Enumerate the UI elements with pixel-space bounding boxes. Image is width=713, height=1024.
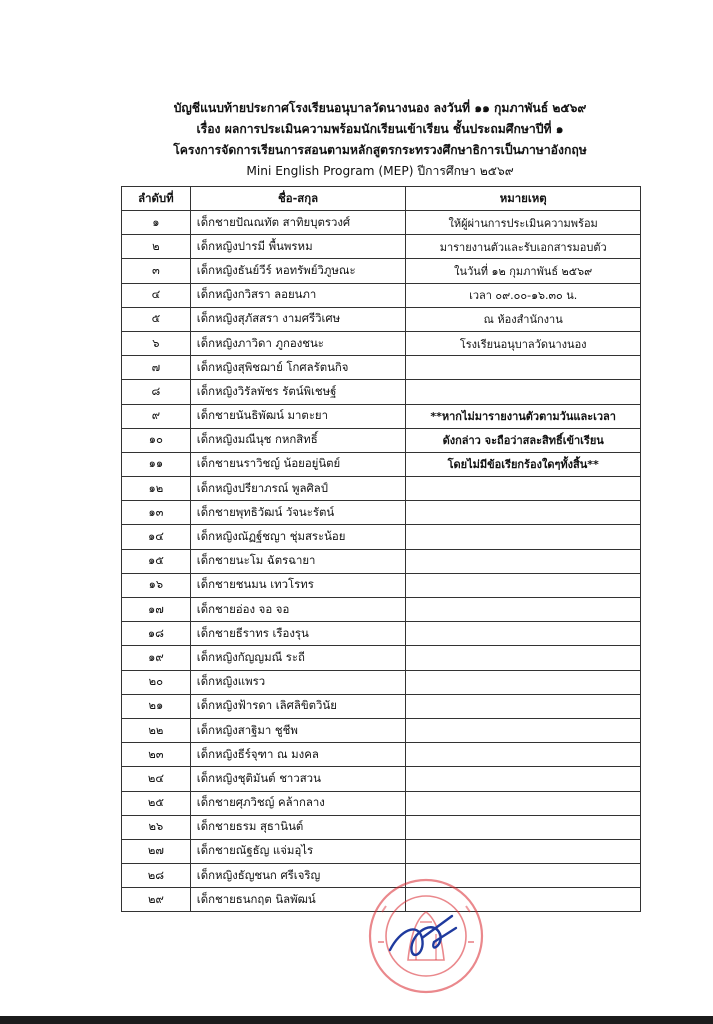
remark-cell xyxy=(406,743,641,767)
table-row xyxy=(122,743,641,767)
student-name-cell: เด็กชายพุทธิวัฒน์ วัจนะรัตน์ xyxy=(190,501,406,525)
remark-cell xyxy=(406,501,641,525)
table-row xyxy=(122,646,641,670)
remark-cell xyxy=(406,791,641,815)
table-row xyxy=(122,477,641,501)
remark-cell xyxy=(406,646,641,670)
row-number-cell: ๒๙ xyxy=(122,888,191,912)
row-number-cell: ๒๕ xyxy=(122,791,191,815)
student-name-cell: เด็กชายณัฐธัญ แจ่มอุไร xyxy=(190,839,406,863)
table-row xyxy=(122,598,641,622)
row-number-cell: ๒๑ xyxy=(122,694,191,718)
student-name-cell: เด็กชายศุภวิชญ์ คล้ากลาง xyxy=(190,791,406,815)
remark-cell xyxy=(406,718,641,742)
table-row xyxy=(122,356,641,380)
remark-cell xyxy=(406,549,641,573)
student-name-cell: เด็กหญิงสุภัสสรา งามศรีวิเศษ xyxy=(190,307,406,331)
student-name-cell: เด็กชายธรม สุธานินต์ xyxy=(190,815,406,839)
student-name-cell: เด็กชายนันธิพัฒน์ มาตะยา xyxy=(190,404,406,428)
row-number-cell: ๒๔ xyxy=(122,767,191,791)
row-number-cell: ๑๗ xyxy=(122,598,191,622)
row-number-cell: ๑ xyxy=(122,211,191,235)
table-row xyxy=(122,331,641,355)
remark-cell: มารายงานตัวและรับเอกสารมอบตัว xyxy=(406,235,641,259)
table-row xyxy=(122,549,641,573)
row-number-cell: ๑๙ xyxy=(122,646,191,670)
row-number-cell: ๑๔ xyxy=(122,525,191,549)
row-number-cell: ๖ xyxy=(122,331,191,355)
student-name-cell: เด็กหญิงธันย์วีร์ หอทรัพย์วิภูษณะ xyxy=(190,259,406,283)
column-header-note: หมายเหตุ xyxy=(406,187,641,211)
student-name-cell: เด็กหญิงวิรัลพัชร รัตน์พิเชษฐ์ xyxy=(190,380,406,404)
student-name-cell: เด็กชายนราวิชญ์ น้อยอยู่นิตย์ xyxy=(190,452,406,476)
row-number-cell: ๑๒ xyxy=(122,477,191,501)
student-name-cell: เด็กหญิงสุพิชฌาย์ โกศลรัตนกิจ xyxy=(190,356,406,380)
row-number-cell: ๒๖ xyxy=(122,815,191,839)
student-name-cell: เด็กชายปัณณทัต สาทิยบุตรวงศ์ xyxy=(190,211,406,235)
student-name-cell: เด็กหญิงแพรว xyxy=(190,670,406,694)
table-row xyxy=(122,525,641,549)
remark-cell xyxy=(406,815,641,839)
remark-cell xyxy=(406,694,641,718)
table-row xyxy=(122,815,641,839)
table-row xyxy=(122,670,641,694)
header-line-3: โครงการจัดการเรียนการสอนตามหลักสูตรกระทรวงศึกษาธิการเป็นภาษาอังกฤษ xyxy=(173,143,587,157)
school-seal-stamp xyxy=(360,872,490,1000)
column-header-name: ชื่อ-สกุล xyxy=(190,187,406,211)
remark-cell xyxy=(406,670,641,694)
remark-cell xyxy=(406,598,641,622)
row-number-cell: ๙ xyxy=(122,404,191,428)
student-name-cell: เด็กหญิงชุติมันต์ ชาวสวน xyxy=(190,767,406,791)
student-name-cell: เด็กหญิงกวิสรา ลอยนภา xyxy=(190,283,406,307)
table-row xyxy=(122,404,641,428)
remark-cell: ในวันที่ ๑๒ กุมภาพันธ์ ๒๕๖๙ xyxy=(406,259,641,283)
row-number-cell: ๑๕ xyxy=(122,549,191,573)
row-number-cell: ๒๓ xyxy=(122,743,191,767)
column-header-number: ลำดับที่ xyxy=(122,187,191,211)
document-header xyxy=(100,98,660,182)
student-name-cell: เด็กหญิงปารมี พื้นพรหม xyxy=(190,235,406,259)
remark-cell xyxy=(406,356,641,380)
student-name-cell: เด็กชายอ่อง จอ จอ xyxy=(190,598,406,622)
header-line-2: เรื่อง ผลการประเมินความพร้อมนักเรียนเข้าเรียน ชั้นประถมศึกษาปีที่ ๑ xyxy=(196,122,564,136)
student-name-cell: เด็กหญิงภาวิดา ภูกองชนะ xyxy=(190,331,406,355)
table-row xyxy=(122,452,641,476)
table-row xyxy=(122,283,641,307)
remark-cell: ณ ห้องสำนักงาน xyxy=(406,307,641,331)
student-name-cell: เด็กหญิงฟ้ารดา เลิศลิขิตวินัย xyxy=(190,694,406,718)
table-row xyxy=(122,235,641,259)
header-line-1: บัญชีแนบท้ายประกาศโรงเรียนอนุบาลวัดนางนอง ลงวันที่ ๑๑ กุมภาพันธ์ ๒๕๖๙ xyxy=(173,101,587,115)
remark-cell xyxy=(406,767,641,791)
row-number-cell: ๒๘ xyxy=(122,864,191,888)
table-row xyxy=(122,380,641,404)
remark-cell xyxy=(406,380,641,404)
student-name-cell: เด็กหญิงกัญญมณี ระถี xyxy=(190,646,406,670)
table-row xyxy=(122,428,641,452)
remark-cell xyxy=(406,525,641,549)
student-name-cell: เด็กชายชนมน เทวโรทร xyxy=(190,573,406,597)
row-number-cell: ๑๖ xyxy=(122,573,191,597)
student-name-cell: เด็กหญิงณัฏฐ์ชญา ชุ่มสระน้อย xyxy=(190,525,406,549)
student-name-cell: เด็กหญิงปรียาภรณ์ พูลศิลป์ xyxy=(190,477,406,501)
row-number-cell: ๑๘ xyxy=(122,622,191,646)
row-number-cell: ๑๓ xyxy=(122,501,191,525)
header-line-4: Mini English Program (MEP) ปีการศึกษา ๒๕๖๙ xyxy=(246,164,514,178)
row-number-cell: ๑๐ xyxy=(122,428,191,452)
table-row xyxy=(122,211,641,235)
table-row xyxy=(122,622,641,646)
remark-cell: เวลา ๐๙.๐๐-๑๖.๓๐ น. xyxy=(406,283,641,307)
table-row xyxy=(122,718,641,742)
row-number-cell: ๔ xyxy=(122,283,191,307)
student-roster-table xyxy=(121,186,641,912)
table-row xyxy=(122,573,641,597)
remark-cell: โดยไม่มีข้อเรียกร้องใดๆทั้งสิ้น** xyxy=(406,452,641,476)
remark-cell xyxy=(406,573,641,597)
student-name-cell: เด็กหญิงธัญชนก ศรีเจริญ xyxy=(190,864,406,888)
table-row xyxy=(122,307,641,331)
remark-cell: ให้ผู้ผ่านการประเมินความพร้อม xyxy=(406,211,641,235)
student-name-cell: เด็กหญิงสาฐิมา ชูชีพ xyxy=(190,718,406,742)
row-number-cell: ๒๒ xyxy=(122,718,191,742)
remark-cell xyxy=(406,839,641,863)
table-row xyxy=(122,839,641,863)
page-bottom-edge xyxy=(0,1016,713,1024)
student-name-cell: เด็กหญิงมณีนุช กหกสิทธิ์ xyxy=(190,428,406,452)
student-name-cell: เด็กชายนะโม ฉัตรฉายา xyxy=(190,549,406,573)
remark-cell: **หากไม่มารายงานตัวตามวันและเวลา xyxy=(406,404,641,428)
row-number-cell: ๘ xyxy=(122,380,191,404)
student-name-cell: เด็กชายธนกฤต นิลพัฒน์ xyxy=(190,888,406,912)
remark-cell xyxy=(406,622,641,646)
table-row xyxy=(122,767,641,791)
table-header-row xyxy=(122,187,641,211)
table-row xyxy=(122,259,641,283)
table-row xyxy=(122,501,641,525)
row-number-cell: ๒๗ xyxy=(122,839,191,863)
row-number-cell: ๓ xyxy=(122,259,191,283)
row-number-cell: ๑๑ xyxy=(122,452,191,476)
row-number-cell: ๗ xyxy=(122,356,191,380)
row-number-cell: ๕ xyxy=(122,307,191,331)
student-name-cell: เด็กชายธีราทร เรืองรุน xyxy=(190,622,406,646)
remark-cell xyxy=(406,477,641,501)
table-row xyxy=(122,791,641,815)
student-name-cell: เด็กหญิงธีร์จุฑา ณ มงคล xyxy=(190,743,406,767)
row-number-cell: ๒ xyxy=(122,235,191,259)
row-number-cell: ๒๐ xyxy=(122,670,191,694)
remark-cell: โรงเรียนอนุบาลวัดนางนอง xyxy=(406,331,641,355)
table-row xyxy=(122,694,641,718)
remark-cell: ดังกล่าว จะถือว่าสละสิทธิ์เข้าเรียน xyxy=(406,428,641,452)
